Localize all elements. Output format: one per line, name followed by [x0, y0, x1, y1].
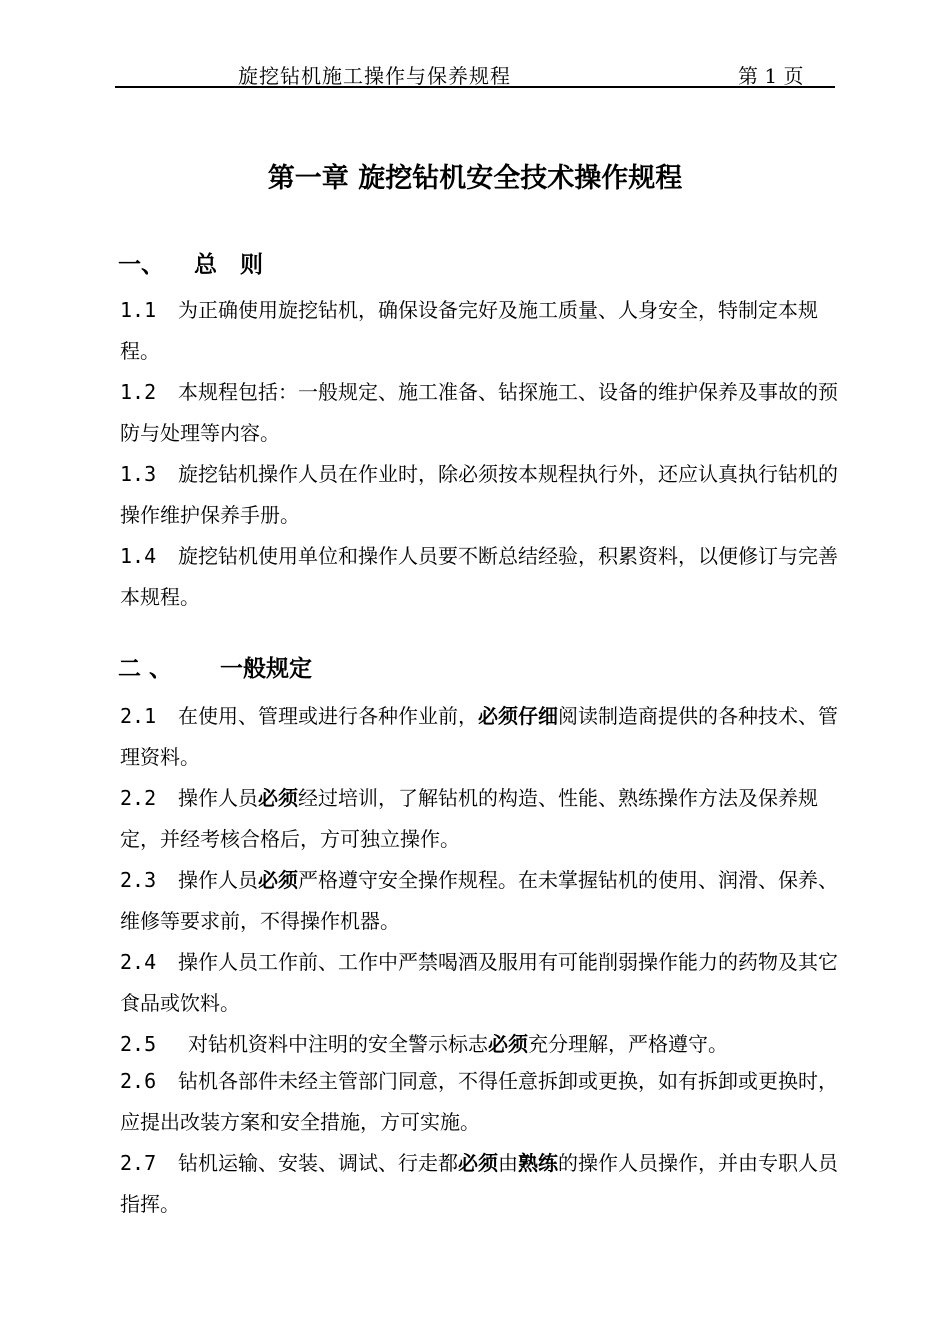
section-title: 总 则	[194, 252, 264, 278]
clause-2-1	[120, 696, 840, 778]
clause-2-7	[120, 1143, 840, 1225]
section-marker: 二 、	[118, 656, 173, 682]
clause-1-2	[120, 372, 840, 454]
clause-text: 旋挖钻机使用单位和操作人员要不断总结经验，积累资料，以便修订与完善本规程。	[120, 544, 838, 609]
clause-number: 1.4	[120, 544, 157, 568]
clause-text: 充分理解，严格遵守。	[528, 1032, 728, 1056]
clause-text: 严格遵守安全操作规程。在未掌握钻机的使用、润滑、保养、维修等要求前，不得操作机器。	[120, 868, 838, 933]
clause-1-4	[120, 536, 840, 618]
clause-emphasis: 熟练	[518, 1151, 558, 1175]
clause-emphasis: 必须	[258, 868, 298, 892]
clause-text: 由	[498, 1151, 518, 1175]
clause-1-1	[120, 290, 840, 372]
header-title: 旋挖钻机施工操作与保养规程	[238, 64, 511, 88]
clause-emphasis: 必须仔细	[478, 704, 558, 728]
clause-text: 的操作人员操作，并由专职人员指挥。	[120, 1151, 838, 1216]
header-page-number: 第 1 页	[738, 64, 804, 88]
clause-text: 阅读制造商提供的各种技术、管理资料。	[120, 704, 838, 769]
clause-text: 在使用、管理或进行各种作业前，	[178, 704, 478, 728]
clause-number: 2.2	[120, 786, 157, 810]
clause-text: 操作人员	[178, 786, 258, 810]
clause-2-2	[120, 778, 840, 860]
clause-text: 操作人员	[178, 868, 258, 892]
clause-number: 2.7	[120, 1151, 157, 1175]
clause-text: 本规程包括：一般规定、施工准备、钻探施工、设备的维护保养及事故的预防与处理等内容。	[120, 380, 838, 445]
section-heading-general	[118, 246, 263, 279]
clause-number: 2.4	[120, 950, 157, 974]
clause-number: 1.2	[120, 380, 157, 404]
page-header	[115, 58, 835, 88]
clause-2-5	[120, 1024, 840, 1065]
section-title: 一般规定	[220, 656, 313, 682]
section-marker: 一、	[118, 252, 164, 278]
clause-number: 2.5	[120, 1032, 157, 1056]
chapter-title: 第一章 旋挖钻机安全技术操作规程	[267, 163, 683, 194]
clause-text: 钻机运输、安装、调试、行走都	[178, 1151, 458, 1175]
clause-text: 旋挖钻机操作人员在作业时，除必须按本规程执行外，还应认真执行钻机的操作维护保养手册。	[120, 462, 838, 527]
clause-text: 对钻机资料中注明的安全警示标志	[188, 1032, 488, 1056]
clause-emphasis: 必须	[458, 1151, 498, 1175]
clause-emphasis: 必须	[258, 786, 298, 810]
clause-text: 经过培训，了解钻机的构造、性能、熟练操作方法及保养规定，并经考核合格后，方可独立操作。	[120, 786, 818, 851]
clause-2-6	[120, 1061, 840, 1143]
clause-2-4	[120, 942, 840, 1024]
clause-number: 1.1	[120, 298, 157, 322]
clause-text: 钻机各部件未经主管部门同意，不得任意拆卸或更换，如有拆卸或更换时，应提出改装方案和安全措施，方可实施。	[120, 1069, 838, 1134]
clause-number: 1.3	[120, 462, 157, 486]
header-rule	[115, 86, 835, 88]
clause-text: 为正确使用旋挖钻机，确保设备完好及施工质量、人身安全，特制定本规程。	[120, 298, 818, 363]
clause-emphasis: 必须	[488, 1032, 528, 1056]
clause-2-3	[120, 860, 850, 942]
clause-text: 操作人员工作前、工作中严禁喝酒及服用有可能削弱操作能力的药物及其它食品或饮料。	[120, 950, 838, 1015]
clause-number: 2.1	[120, 704, 157, 728]
clause-1-3	[120, 454, 840, 536]
clause-number: 2.6	[120, 1069, 157, 1093]
section-heading-general-rules	[118, 650, 312, 683]
clause-number: 2.3	[120, 868, 157, 892]
